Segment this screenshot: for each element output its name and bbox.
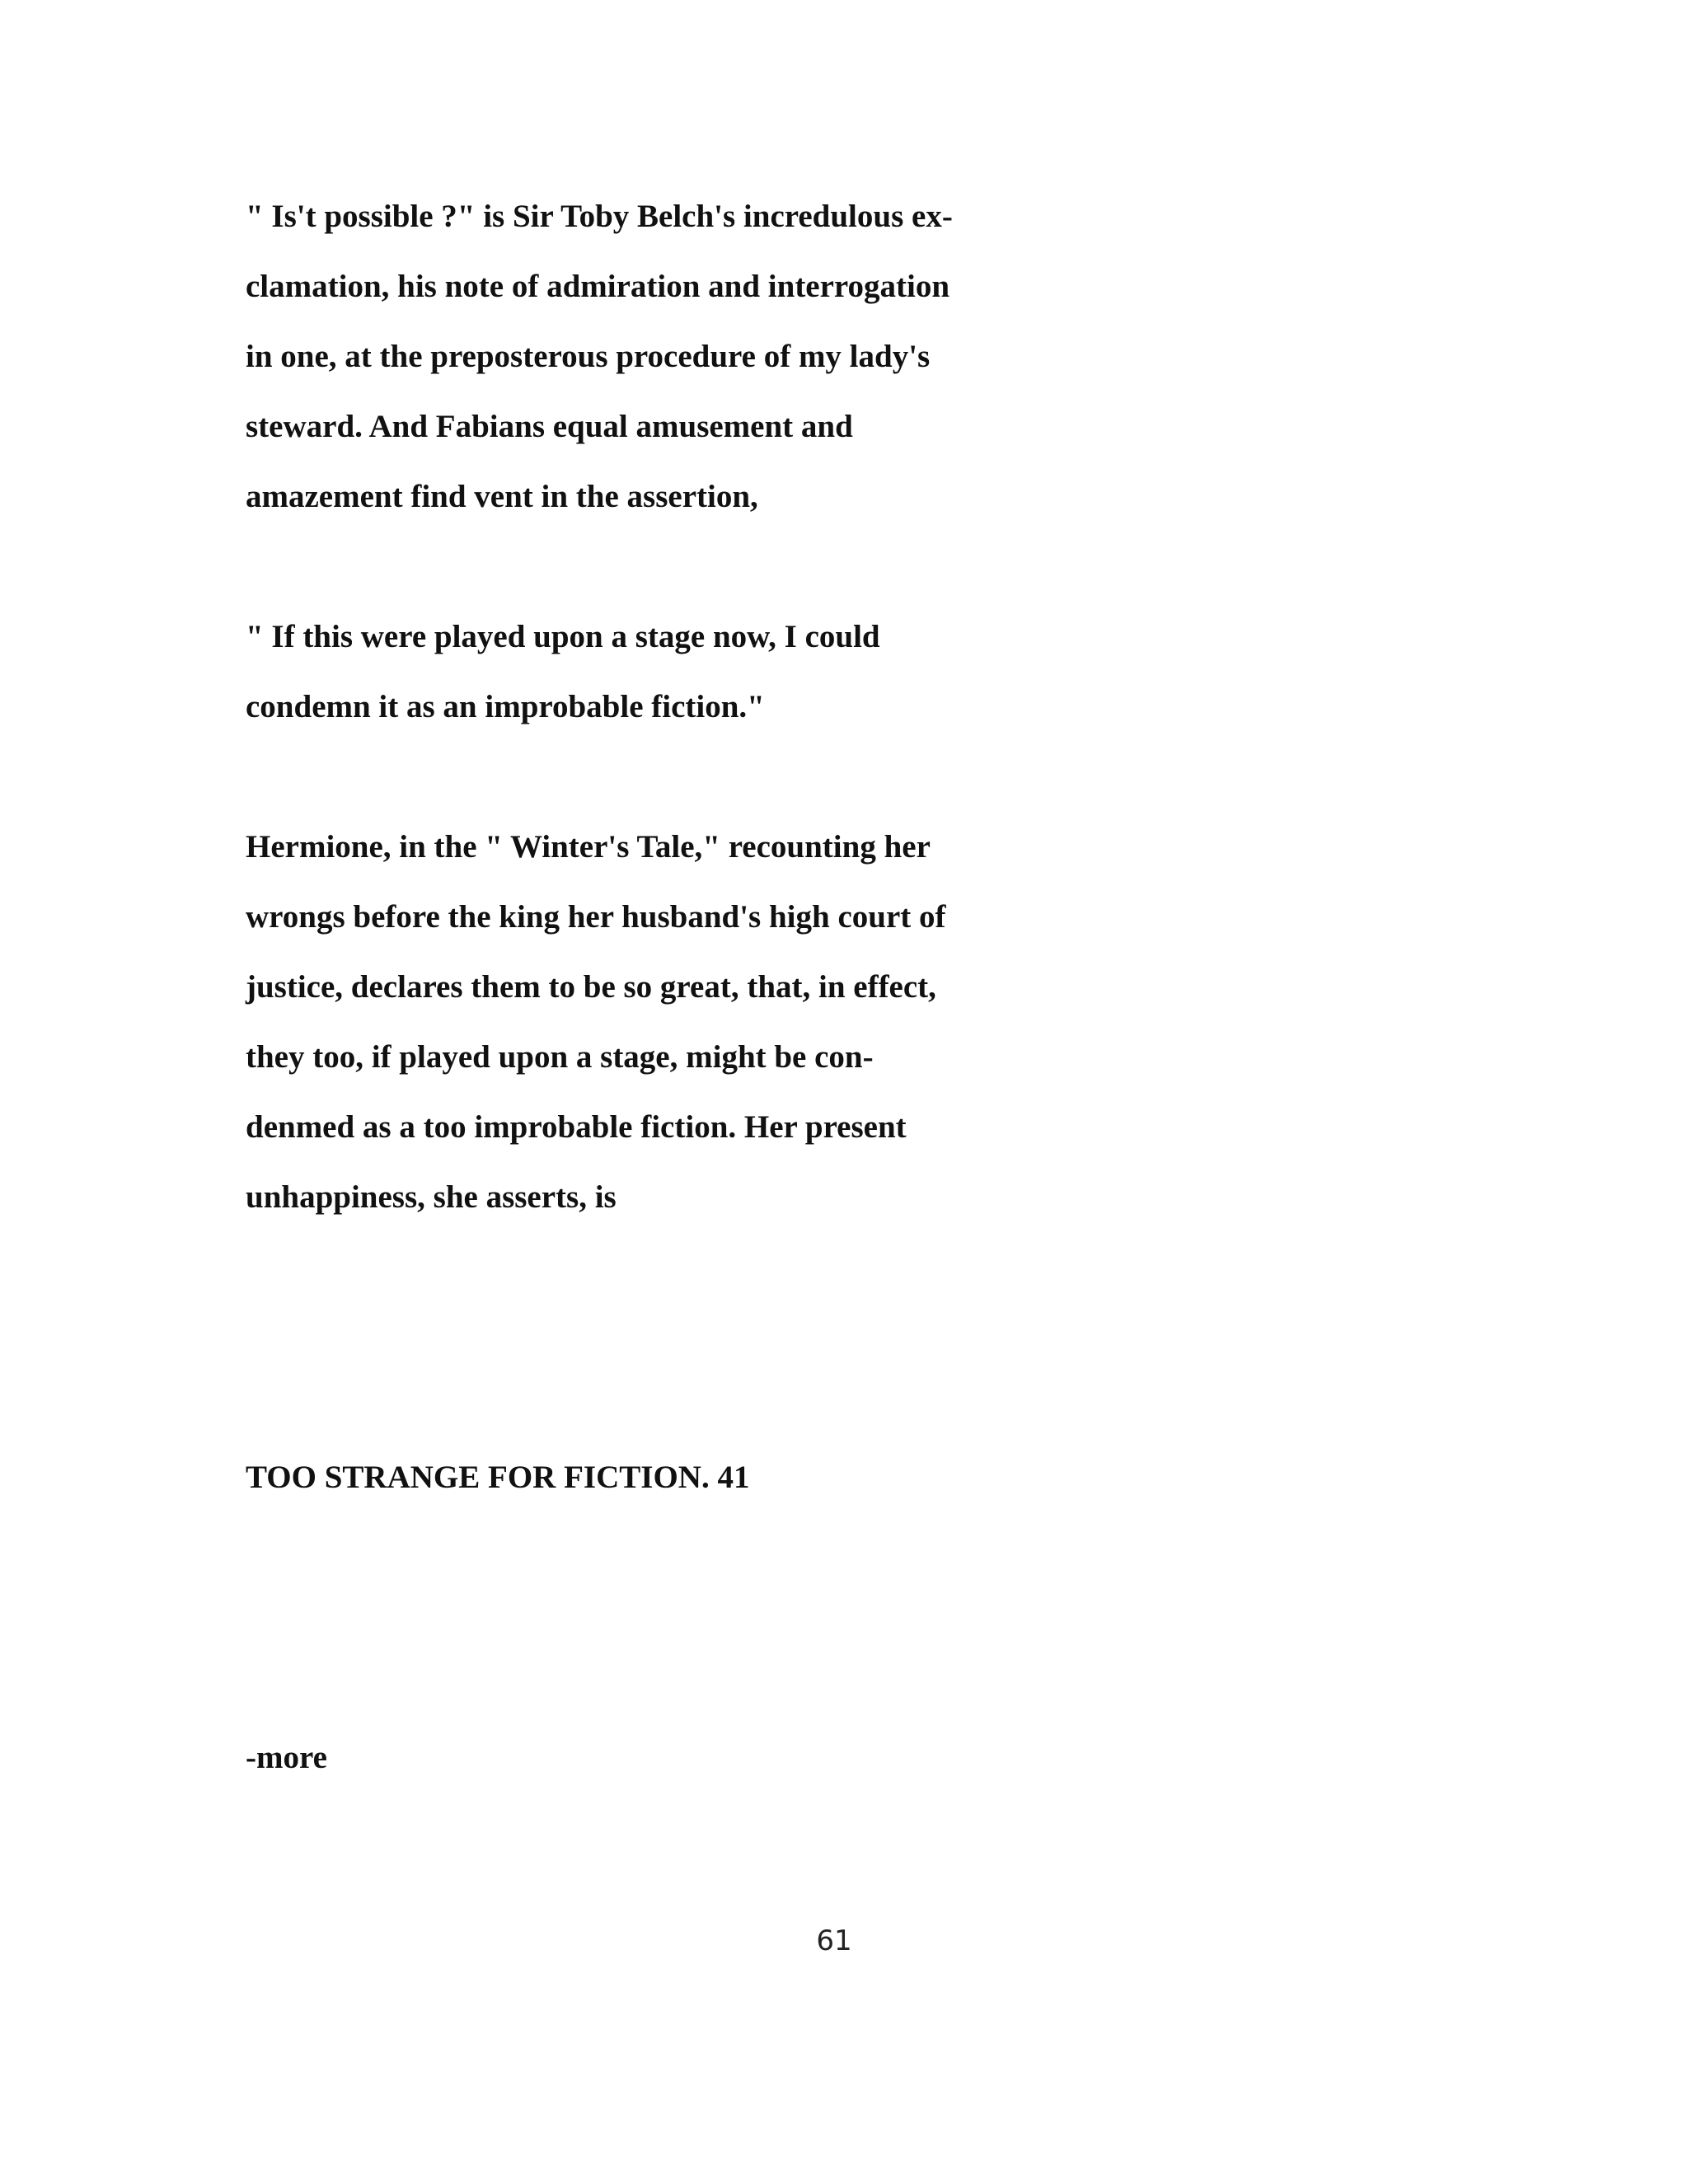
- text-line: " Is't possible ?" is Sir Toby Belch's incredulous ex-: [246, 199, 953, 234]
- text-line: justice, declares them to be so great, that, in effect,: [246, 969, 936, 1005]
- text-line: wrongs before the king her husband's high court of: [246, 899, 946, 935]
- page-number: 61: [816, 1924, 852, 1957]
- more-marker: -more: [246, 1740, 327, 1775]
- text-line: Hermione, in the " Winter's Tale," recounting her: [246, 829, 931, 865]
- text-line: condemn it as an improbable fiction.": [246, 689, 765, 724]
- text-line: " If this were played upon a stage now, I could: [246, 619, 880, 654]
- text-line: unhappiness, she asserts, is: [246, 1179, 617, 1215]
- text-line: they too, if played upon a stage, might be con-: [246, 1039, 874, 1075]
- text-line: amazement find vent in the assertion,: [246, 479, 758, 514]
- text-line: clamation, his note of admiration and interrogation: [246, 269, 950, 304]
- running-header: TOO STRANGE FOR FICTION. 41: [246, 1460, 750, 1495]
- text-line: denmed as a too improbable fiction. Her present: [246, 1109, 907, 1145]
- text-line: steward. And Fabians equal amusement and: [246, 409, 853, 444]
- text-line: in one, at the preposterous procedure of my lady's: [246, 339, 931, 374]
